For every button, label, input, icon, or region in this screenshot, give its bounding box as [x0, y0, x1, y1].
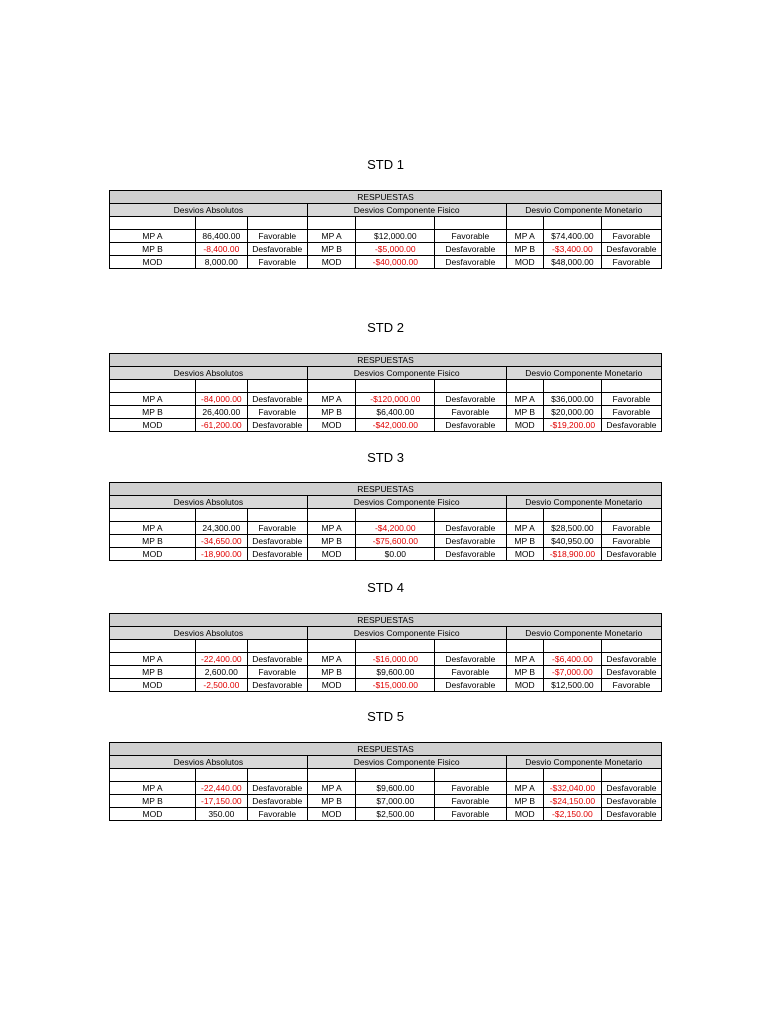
blank-cell — [356, 640, 435, 653]
value-cell: 26,400.00 — [195, 406, 247, 419]
result-cell: Favorable — [435, 795, 506, 808]
row-label: MOD — [506, 808, 543, 821]
value-cell: $0.00 — [356, 548, 435, 561]
section-header: Desvio Componente Monetario — [506, 496, 661, 509]
row-label: MP A — [307, 393, 356, 406]
result-cell: Desfavorable — [435, 522, 506, 535]
blank-cell — [356, 509, 435, 522]
section-header: Desvios Absolutos — [110, 367, 308, 380]
blank-cell — [506, 769, 543, 782]
result-cell: Desfavorable — [247, 535, 307, 548]
result-cell: Desfavorable — [601, 548, 661, 561]
row-label: MOD — [110, 548, 196, 561]
row-label: MOD — [506, 256, 543, 269]
value-cell: $36,000.00 — [543, 393, 601, 406]
result-cell: Favorable — [247, 808, 307, 821]
value-cell: $9,600.00 — [356, 782, 435, 795]
value-cell: -$40,000.00 — [356, 256, 435, 269]
row-label: MP B — [506, 535, 543, 548]
value-cell: $20,000.00 — [543, 406, 601, 419]
row-label: MP B — [307, 666, 356, 679]
row-label: MP A — [506, 522, 543, 535]
respuestas-header: RESPUESTAS — [110, 743, 662, 756]
result-cell: Desfavorable — [435, 393, 506, 406]
table-row — [110, 808, 662, 821]
value-cell: $48,000.00 — [543, 256, 601, 269]
section-header: Desvios Absolutos — [110, 496, 308, 509]
result-cell: Desfavorable — [435, 419, 506, 432]
table-row — [110, 666, 662, 679]
row-label: MOD — [506, 419, 543, 432]
blank-cell — [543, 509, 601, 522]
row-label: MP B — [110, 243, 196, 256]
table-row — [110, 243, 662, 256]
table-row — [110, 419, 662, 432]
value-cell: $40,950.00 — [543, 535, 601, 548]
blank-cell — [247, 217, 307, 230]
blank-cell — [601, 769, 661, 782]
result-cell: Desfavorable — [247, 795, 307, 808]
blank-cell — [195, 509, 247, 522]
row-label: MP A — [506, 782, 543, 795]
result-cell: Desfavorable — [247, 782, 307, 795]
result-cell: Desfavorable — [435, 679, 506, 692]
table-row — [110, 548, 662, 561]
table-row — [110, 406, 662, 419]
result-cell: Desfavorable — [435, 535, 506, 548]
respuestas-header: RESPUESTAS — [110, 483, 662, 496]
result-cell: Favorable — [601, 406, 661, 419]
row-label: MP A — [506, 653, 543, 666]
result-cell: Favorable — [601, 230, 661, 243]
blank-cell — [247, 380, 307, 393]
row-label: MP B — [307, 406, 356, 419]
row-label: MOD — [307, 548, 356, 561]
row-label: MOD — [110, 419, 196, 432]
table-row — [110, 679, 662, 692]
value-cell: -$4,200.00 — [356, 522, 435, 535]
row-label: MP A — [110, 653, 196, 666]
value-cell: -$2,150.00 — [543, 808, 601, 821]
blank-cell — [435, 640, 506, 653]
row-label: MOD — [307, 808, 356, 821]
table-row — [110, 230, 662, 243]
blank-cell — [435, 509, 506, 522]
row-label: MP B — [110, 666, 196, 679]
respuestas-table — [109, 190, 662, 269]
section-header: Desvios Absolutos — [110, 627, 308, 640]
value-cell: -$75,600.00 — [356, 535, 435, 548]
respuestas-header: RESPUESTAS — [110, 614, 662, 627]
blank-cell — [506, 509, 543, 522]
row-label: MP B — [506, 666, 543, 679]
value-cell: 350.00 — [195, 808, 247, 821]
row-label: MOD — [506, 548, 543, 561]
result-cell: Desfavorable — [247, 419, 307, 432]
value-cell: 24,300.00 — [195, 522, 247, 535]
std-title: STD 1 — [367, 157, 404, 172]
std-title: STD 3 — [367, 450, 404, 465]
row-label: MOD — [110, 256, 196, 269]
row-label: MP A — [307, 782, 356, 795]
table-row — [110, 535, 662, 548]
blank-cell — [601, 380, 661, 393]
row-label: MP A — [307, 522, 356, 535]
respuestas-table — [109, 742, 662, 821]
result-cell: Favorable — [601, 393, 661, 406]
row-label: MP B — [307, 795, 356, 808]
value-cell: -$5,000.00 — [356, 243, 435, 256]
result-cell: Desfavorable — [247, 243, 307, 256]
row-label: MP B — [307, 243, 356, 256]
row-label: MOD — [110, 808, 196, 821]
value-cell: -34,650.00 — [195, 535, 247, 548]
result-cell: Desfavorable — [601, 666, 661, 679]
row-label: MOD — [307, 419, 356, 432]
blank-cell — [601, 640, 661, 653]
blank-cell — [307, 769, 356, 782]
value-cell: -22,400.00 — [195, 653, 247, 666]
result-cell: Desfavorable — [435, 256, 506, 269]
section-header: Desvio Componente Monetario — [506, 627, 661, 640]
result-cell: Desfavorable — [247, 393, 307, 406]
result-cell: Favorable — [435, 782, 506, 795]
value-cell: $9,600.00 — [356, 666, 435, 679]
blank-cell — [506, 217, 543, 230]
value-cell: $2,500.00 — [356, 808, 435, 821]
row-label: MP A — [506, 393, 543, 406]
section-header: Desvios Componente Fisico — [307, 496, 506, 509]
value-cell: -61,200.00 — [195, 419, 247, 432]
value-cell: -8,400.00 — [195, 243, 247, 256]
table-row — [110, 393, 662, 406]
result-cell: Desfavorable — [601, 808, 661, 821]
blank-cell — [247, 769, 307, 782]
blank-cell — [307, 217, 356, 230]
blank-cell — [247, 640, 307, 653]
row-label: MP A — [110, 522, 196, 535]
respuestas-header: RESPUESTAS — [110, 354, 662, 367]
value-cell: -$7,000.00 — [543, 666, 601, 679]
blank-cell — [195, 217, 247, 230]
blank-cell — [435, 769, 506, 782]
result-cell: Desfavorable — [601, 653, 661, 666]
value-cell: $12,500.00 — [543, 679, 601, 692]
value-cell: -$15,000.00 — [356, 679, 435, 692]
table-row — [110, 522, 662, 535]
row-label: MP B — [506, 406, 543, 419]
blank-cell — [307, 380, 356, 393]
table-row — [110, 256, 662, 269]
row-label: MP B — [110, 535, 196, 548]
std-title: STD 5 — [367, 709, 404, 724]
value-cell: -$6,400.00 — [543, 653, 601, 666]
row-label: MP A — [110, 230, 196, 243]
result-cell: Desfavorable — [247, 679, 307, 692]
result-cell: Favorable — [435, 808, 506, 821]
value-cell: 86,400.00 — [195, 230, 247, 243]
result-cell: Desfavorable — [435, 653, 506, 666]
table-row — [110, 795, 662, 808]
row-label: MP A — [110, 782, 196, 795]
row-label: MP A — [307, 230, 356, 243]
blank-cell — [110, 380, 196, 393]
row-label: MOD — [307, 256, 356, 269]
result-cell: Desfavorable — [247, 548, 307, 561]
section-header: Desvio Componente Monetario — [506, 204, 661, 217]
section-header: Desvios Componente Fisico — [307, 756, 506, 769]
row-label: MP A — [110, 393, 196, 406]
result-cell: Favorable — [247, 522, 307, 535]
blank-cell — [195, 769, 247, 782]
result-cell: Desfavorable — [435, 548, 506, 561]
section-header: Desvios Componente Fisico — [307, 367, 506, 380]
row-label: MP B — [110, 406, 196, 419]
result-cell: Favorable — [247, 666, 307, 679]
section-header: Desvios Absolutos — [110, 204, 308, 217]
blank-cell — [435, 217, 506, 230]
section-header: Desvio Componente Monetario — [506, 756, 661, 769]
row-label: MP B — [506, 243, 543, 256]
section-header: Desvios Absolutos — [110, 756, 308, 769]
table-row — [110, 782, 662, 795]
value-cell: -$18,900.00 — [543, 548, 601, 561]
value-cell: -2,500.00 — [195, 679, 247, 692]
blank-cell — [506, 640, 543, 653]
value-cell: -$32,040.00 — [543, 782, 601, 795]
blank-cell — [110, 769, 196, 782]
blank-cell — [543, 769, 601, 782]
blank-cell — [601, 217, 661, 230]
respuestas-table — [109, 353, 662, 432]
row-label: MOD — [110, 679, 196, 692]
value-cell: $12,000.00 — [356, 230, 435, 243]
std-title: STD 2 — [367, 320, 404, 335]
row-label: MP A — [307, 653, 356, 666]
result-cell: Desfavorable — [601, 243, 661, 256]
result-cell: Favorable — [601, 256, 661, 269]
value-cell: -$42,000.00 — [356, 419, 435, 432]
row-label: MOD — [506, 679, 543, 692]
blank-cell — [506, 380, 543, 393]
value-cell: -22,440.00 — [195, 782, 247, 795]
row-label: MOD — [307, 679, 356, 692]
value-cell: $6,400.00 — [356, 406, 435, 419]
section-header: Desvio Componente Monetario — [506, 367, 661, 380]
result-cell: Desfavorable — [601, 782, 661, 795]
blank-cell — [356, 769, 435, 782]
result-cell: Favorable — [601, 535, 661, 548]
value-cell: $74,400.00 — [543, 230, 601, 243]
result-cell: Desfavorable — [601, 795, 661, 808]
result-cell: Desfavorable — [435, 243, 506, 256]
value-cell: 8,000.00 — [195, 256, 247, 269]
blank-cell — [601, 509, 661, 522]
blank-cell — [543, 380, 601, 393]
blank-cell — [110, 217, 196, 230]
result-cell: Favorable — [247, 256, 307, 269]
std-title: STD 4 — [367, 580, 404, 595]
result-cell: Desfavorable — [601, 419, 661, 432]
result-cell: Favorable — [435, 666, 506, 679]
row-label: MP B — [307, 535, 356, 548]
value-cell: $28,500.00 — [543, 522, 601, 535]
blank-cell — [543, 640, 601, 653]
blank-cell — [307, 509, 356, 522]
blank-cell — [110, 640, 196, 653]
value-cell: 2,600.00 — [195, 666, 247, 679]
result-cell: Favorable — [435, 230, 506, 243]
table-row — [110, 653, 662, 666]
value-cell: -17,150.00 — [195, 795, 247, 808]
section-header: Desvios Componente Fisico — [307, 204, 506, 217]
result-cell: Favorable — [601, 522, 661, 535]
blank-cell — [195, 380, 247, 393]
value-cell: -$24,150.00 — [543, 795, 601, 808]
blank-cell — [356, 380, 435, 393]
result-cell: Desfavorable — [247, 653, 307, 666]
result-cell: Favorable — [601, 679, 661, 692]
result-cell: Favorable — [247, 230, 307, 243]
row-label: MP B — [506, 795, 543, 808]
result-cell: Favorable — [435, 406, 506, 419]
respuestas-table — [109, 482, 662, 561]
value-cell: -84,000.00 — [195, 393, 247, 406]
blank-cell — [543, 217, 601, 230]
blank-cell — [307, 640, 356, 653]
blank-cell — [195, 640, 247, 653]
result-cell: Favorable — [247, 406, 307, 419]
value-cell: -$120,000.00 — [356, 393, 435, 406]
respuestas-header: RESPUESTAS — [110, 191, 662, 204]
value-cell: -18,900.00 — [195, 548, 247, 561]
row-label: MP A — [506, 230, 543, 243]
value-cell: -$3,400.00 — [543, 243, 601, 256]
blank-cell — [356, 217, 435, 230]
blank-cell — [247, 509, 307, 522]
value-cell: $7,000.00 — [356, 795, 435, 808]
blank-cell — [435, 380, 506, 393]
row-label: MP B — [110, 795, 196, 808]
section-header: Desvios Componente Fisico — [307, 627, 506, 640]
value-cell: -$16,000.00 — [356, 653, 435, 666]
respuestas-table — [109, 613, 662, 692]
blank-cell — [110, 509, 196, 522]
value-cell: -$19,200.00 — [543, 419, 601, 432]
